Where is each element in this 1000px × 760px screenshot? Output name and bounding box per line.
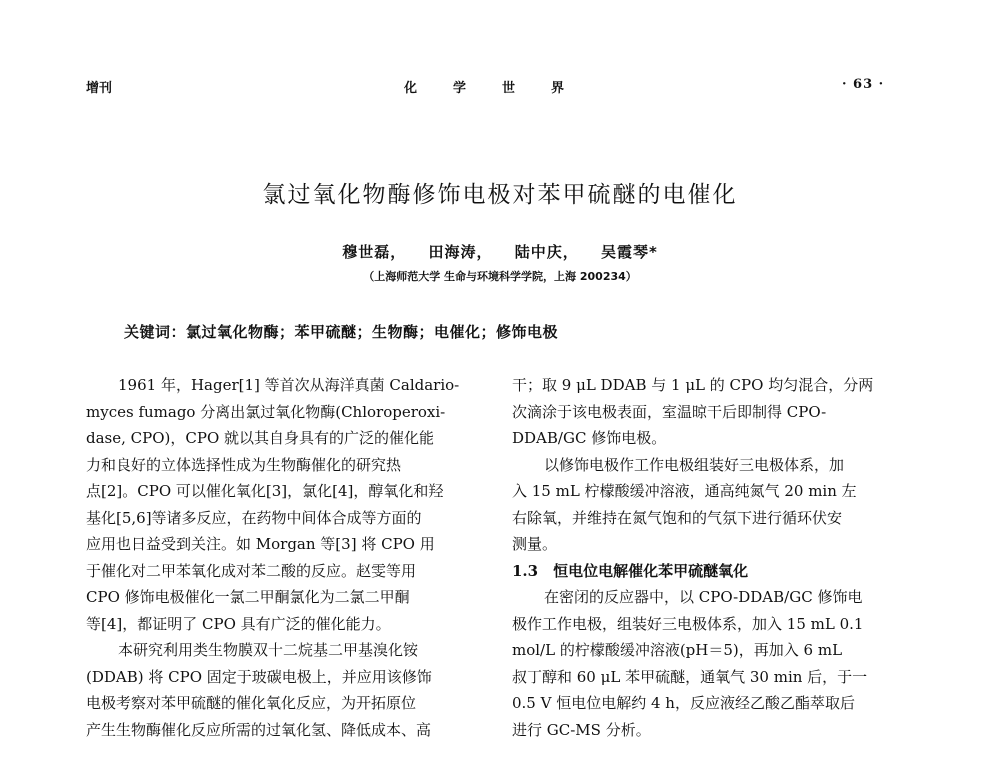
affiliation: （上海师范大学 生命与环境科学学院，上海 200234） bbox=[363, 270, 637, 283]
text-line: 本研究利用类生物膜双十二烷基二甲基溴化铵 bbox=[118, 641, 419, 659]
text-line: 产生生物酶催化反应所需的过氧化氢、降低成本、高 bbox=[86, 720, 432, 739]
text-line: 极作工作电极，组装好三电极体系，加入 15 mL 0.1 bbox=[512, 614, 864, 633]
text-line: 基化[5,6]等诸多反应，在药物中间体合成等方面的 bbox=[86, 508, 422, 527]
keywords: 关键词：氯过氧化物酶；苯甲硫醚；生物酶；电催化；修饰电极 bbox=[124, 323, 559, 341]
journal-char: 界 bbox=[550, 81, 564, 96]
text-line: 在密闭的反应器中，以 CPO-DDAB/GC 修饰电 bbox=[544, 588, 863, 606]
text-line: 叔丁醇和 60 μL 苯甲硫醚，通氧气 30 min 后，于一 bbox=[512, 667, 868, 686]
author: 陆中庆， bbox=[514, 243, 579, 261]
body-column-right bbox=[512, 372, 892, 743]
section-heading: 1.3 恒电位电解催化苯甲硫醚氧化 bbox=[512, 561, 749, 580]
journal-name bbox=[404, 77, 564, 96]
text-line: 1961 年，Hager[1] 等首次从海洋真菌 Caldario- bbox=[118, 376, 460, 394]
text-line: 干；取 9 μL DDAB 与 1 μL 的 CPO 均匀混合，分两 bbox=[512, 376, 874, 394]
paper-title: 氯过氧化物酶修饰电极对苯甲硫醚的电催化 bbox=[262, 182, 738, 208]
text-line: 0.5 V 恒电位电解约 4 h，反应液经乙酸乙酯萃取后 bbox=[512, 694, 855, 712]
text-line: 应用也日益受到关注。如 Morgan 等[3] 将 CPO 用 bbox=[86, 535, 435, 553]
text-line: 等[4]，都证明了 CPO 具有广泛的催化能力。 bbox=[86, 614, 391, 633]
text-line: CPO 修饰电极催化一氯二甲酮氯化为二氯二甲酮 bbox=[86, 588, 410, 606]
text-line: 入 15 mL 柠檬酸缓冲溶液，通高纯氮气 20 min 左 bbox=[512, 482, 857, 500]
running-header-left: 增刊 bbox=[86, 81, 113, 96]
author: 穆世磊， bbox=[342, 243, 407, 261]
text-line: 点[2]。CPO 可以催化氧化[3]，氯化[4]，醇氧化和羟 bbox=[86, 482, 444, 500]
author: 吴霞琴* bbox=[600, 243, 658, 261]
journal-char: 学 bbox=[452, 81, 466, 96]
journal-char: 世 bbox=[501, 81, 515, 96]
text-line: 测量。 bbox=[512, 535, 558, 553]
journal-char: 化 bbox=[404, 81, 418, 96]
text-line: DDAB/GC 修饰电极。 bbox=[512, 429, 667, 447]
text-line: 右除氧，并维持在氮气饱和的气氛下进行循环伏安 bbox=[512, 508, 843, 527]
text-line: 进行 GC-MS 分析。 bbox=[512, 720, 651, 739]
page-number: · 63 · bbox=[842, 77, 885, 92]
text-line: 电极考察对苯甲硫醚的催化氧化反应，为开拓原位 bbox=[86, 694, 417, 712]
text-line: 于催化对二甲苯氧化成对苯二酸的反应。赵雯等用 bbox=[86, 561, 417, 580]
text-line: 次滴涂于该电极表面，室温晾干后即制得 CPO- bbox=[512, 402, 827, 421]
body-column-left bbox=[86, 372, 466, 743]
author-list bbox=[0, 241, 1000, 262]
author: 田海涛， bbox=[428, 243, 493, 261]
text-line: myces fumago 分离出氯过氧化物酶(Chloroperoxi- bbox=[86, 402, 446, 421]
text-line: 以修饰电极作工作电极组装好三电极体系，加 bbox=[544, 455, 845, 474]
text-line: 力和良好的立体选择性成为生物酶催化的研究热 bbox=[86, 455, 402, 474]
text-line: mol/L 的柠檬酸缓冲溶液(pH＝5)，再加入 6 mL bbox=[512, 641, 843, 659]
text-line: dase, CPO)，CPO 就以其自身具有的广泛的催化能 bbox=[86, 429, 435, 447]
text-line: (DDAB) 将 CPO 固定于玻碳电极上，并应用该修饰 bbox=[86, 667, 432, 686]
